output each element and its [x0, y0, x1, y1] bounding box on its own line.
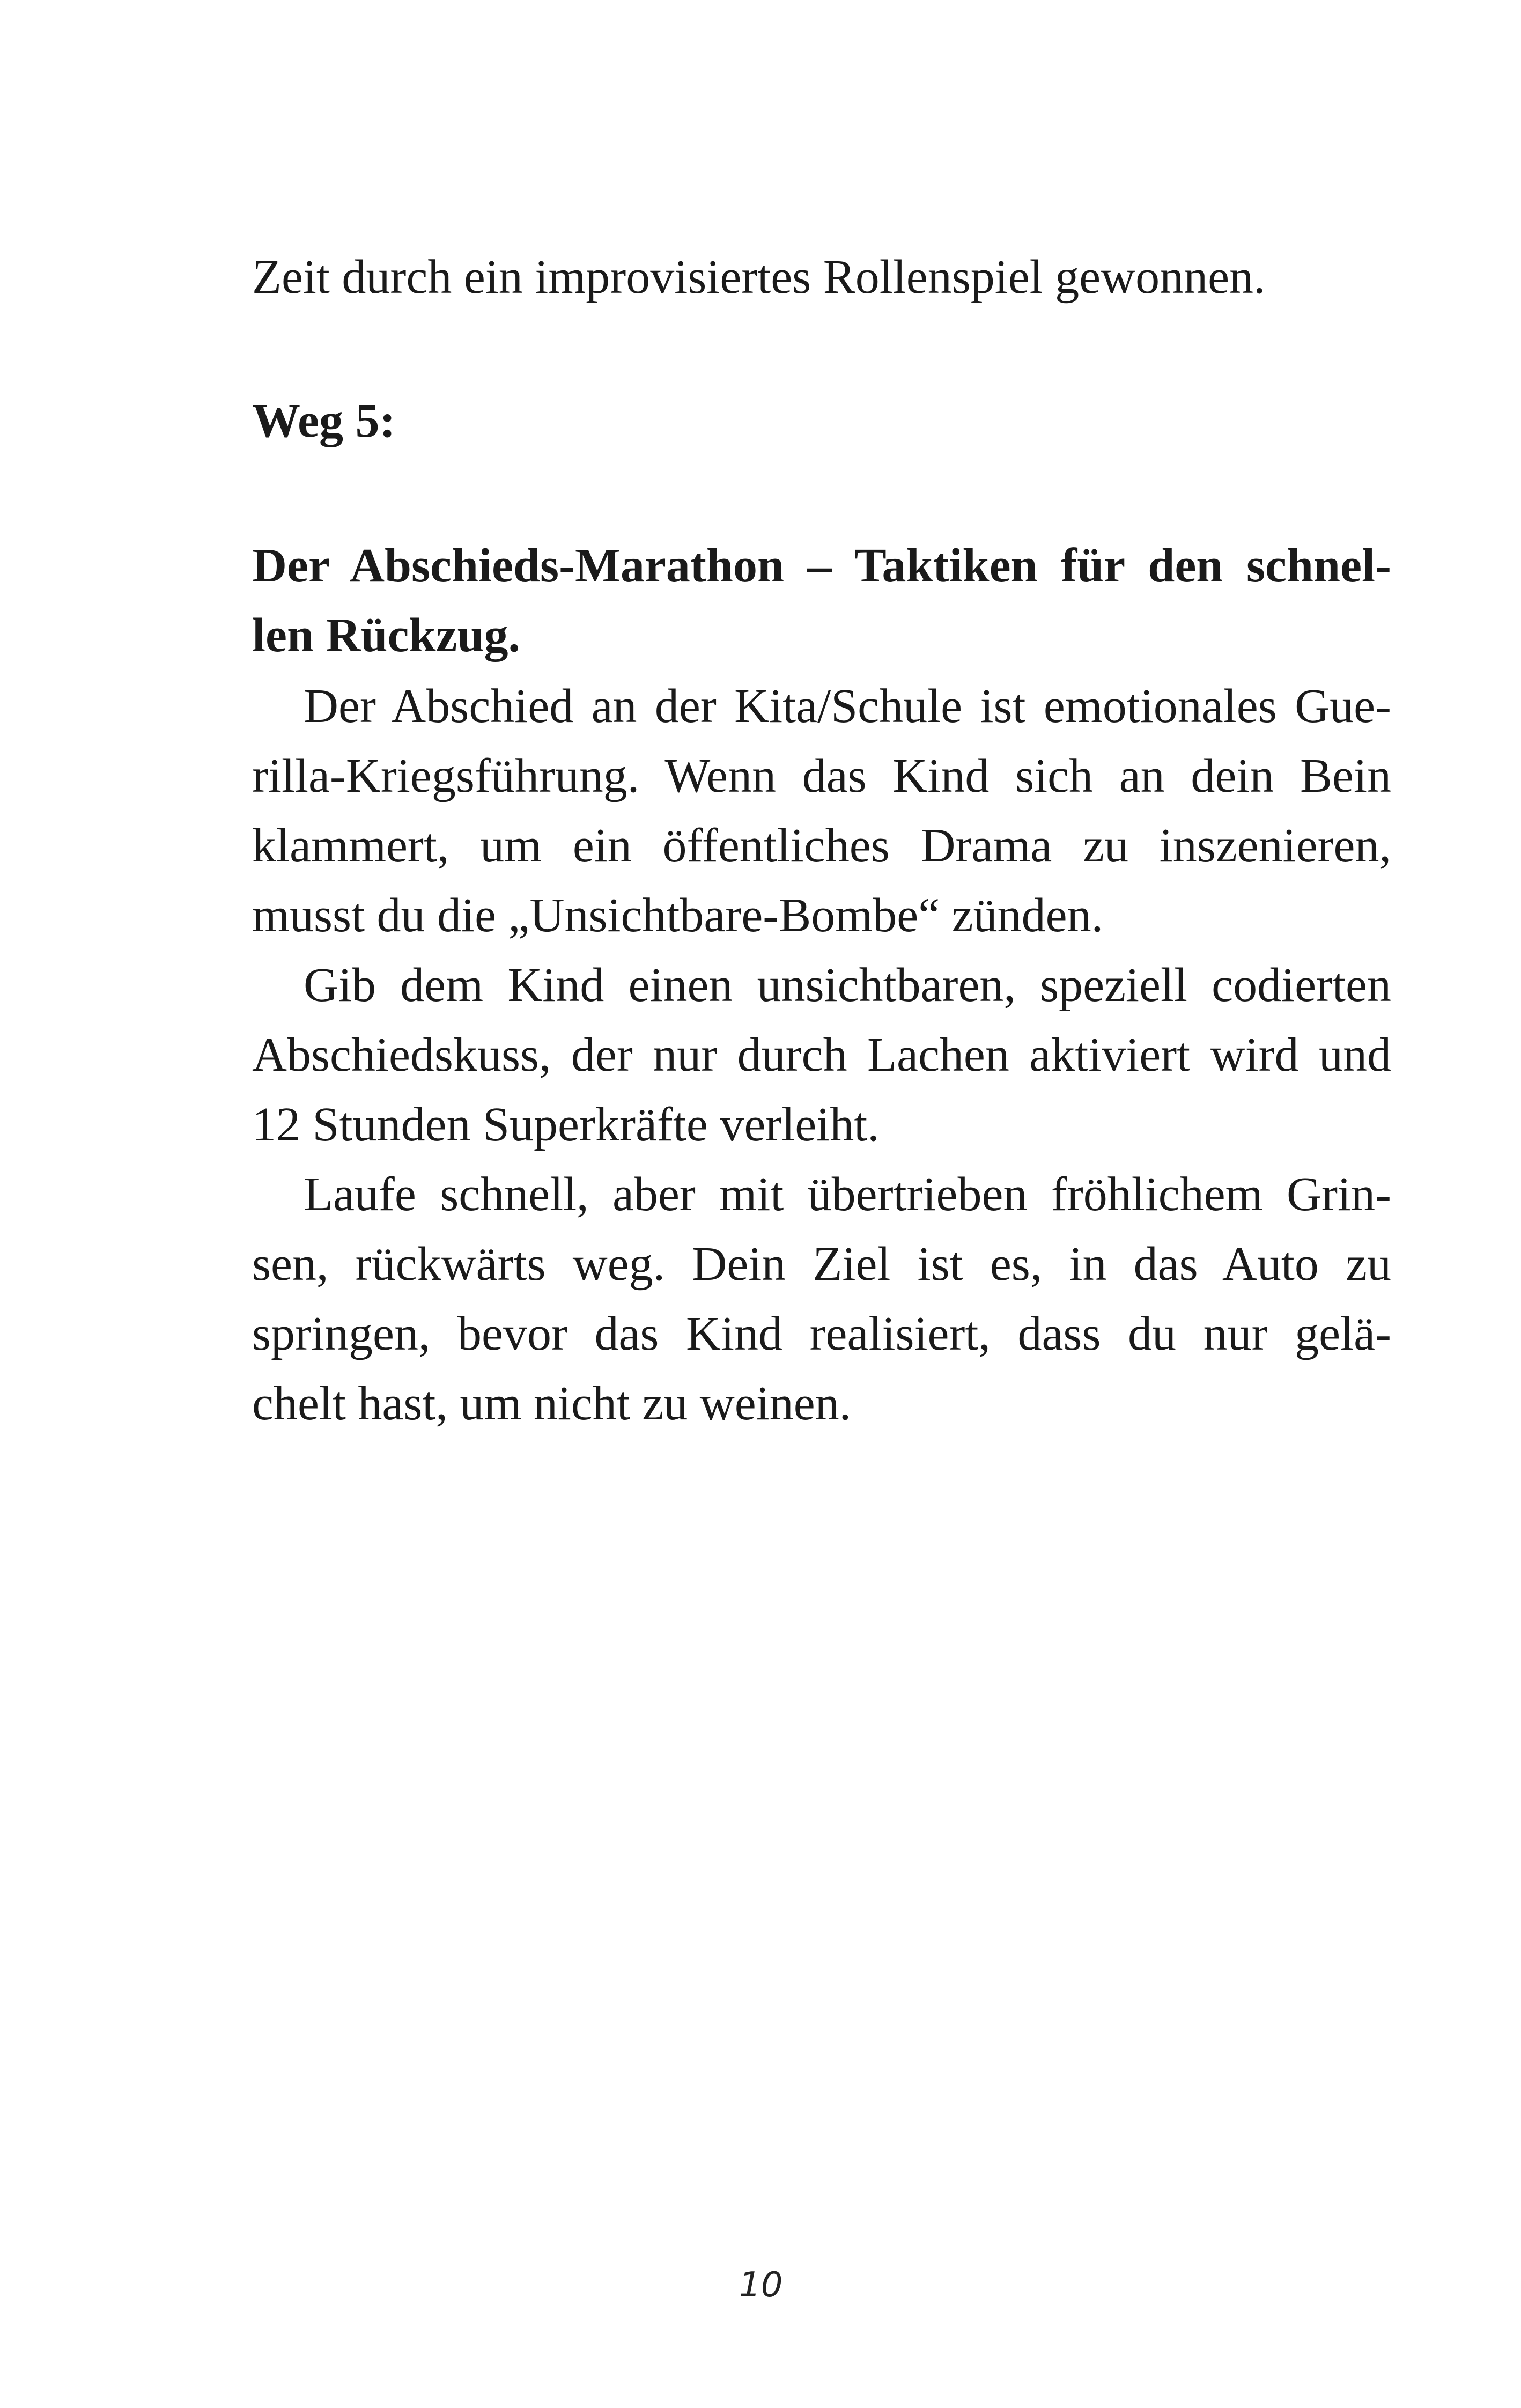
section-title-line: Der Abschieds-Marathon – Taktiken für den schnel- [252, 539, 1391, 592]
section-title [252, 531, 1391, 671]
paragraph-line: Abschiedskuss, der nur durch Lachen aktiviert wird und [252, 1028, 1391, 1081]
paragraph-line: Laufe schnell, aber mit übertrieben fröhlichem Grin- [304, 1168, 1391, 1221]
paragraph-line: chelt hast, um nicht zu weinen. [252, 1377, 852, 1430]
page-number: 10 [739, 2265, 783, 2305]
body-text [252, 672, 1391, 1439]
paragraph-line: Der Abschied an der Kita/Schule ist emotionales Gue- [304, 680, 1391, 733]
section-label: Weg 5: [252, 394, 396, 447]
paragraph-line: musst du die „Unsichtbare-Bombe“ zünden. [252, 889, 1104, 942]
paragraph-line: 12 Stunden Superkräfte verleiht. [252, 1098, 880, 1151]
continuation-line: Zeit durch ein improvisiertes Rollenspiel gewonnen. [252, 251, 1266, 304]
paragraph-line: sen, rückwärts weg. Dein Ziel ist es, in das Auto zu [252, 1238, 1391, 1291]
paragraph-line: springen, bevor das Kind realisiert, dass du nur gelä- [252, 1307, 1391, 1360]
paragraph-line: rilla-Kriegsführung. Wenn das Kind sich an dein Bein [252, 749, 1391, 802]
paragraph-line: klammert, um ein öffentliches Drama zu inszenieren, [252, 819, 1391, 872]
paragraph-line: Gib dem Kind einen unsichtbaren, speziell codierten [304, 959, 1391, 1012]
section-title-line: len Rückzug. [252, 609, 521, 662]
